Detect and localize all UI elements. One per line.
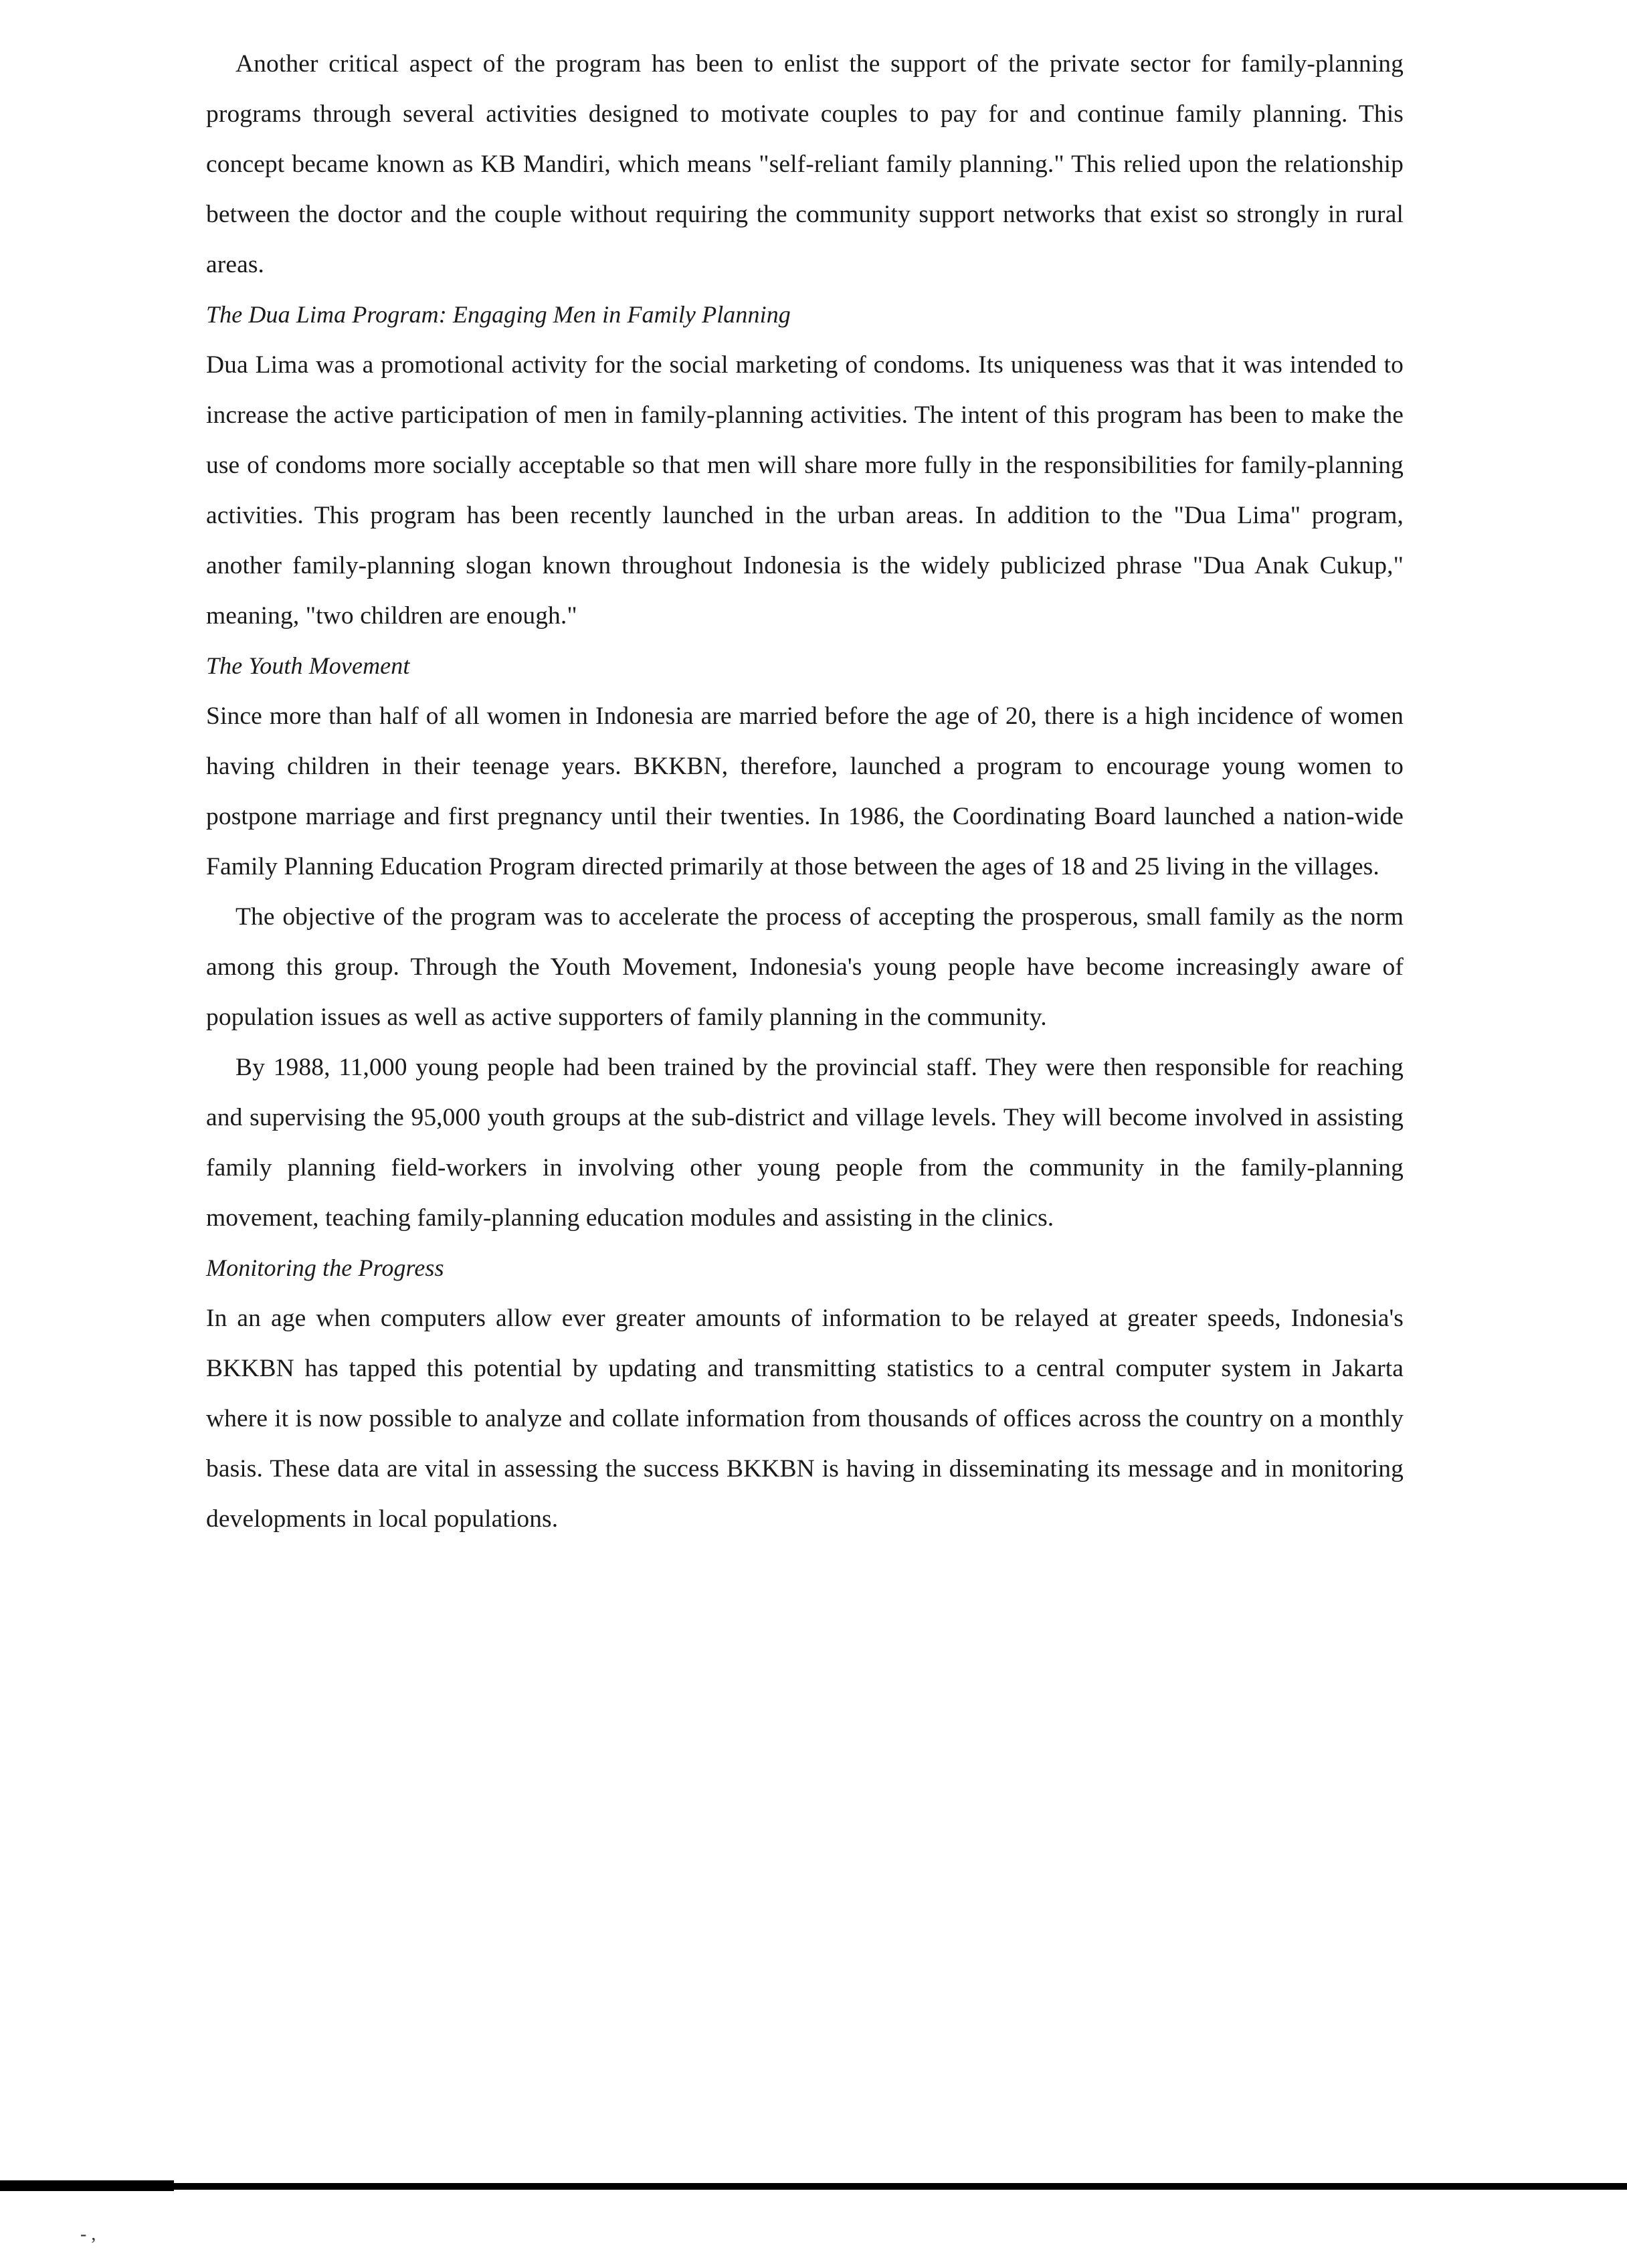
private-sector-paragraph: Another critical aspect of the program has been to enlist the support of the private sector for family-planning programs through several activities designed to motivate couples to pay for and continue family planning. This concept became known as KB Mandiri, which means "self-reliant family planning." This relied upon the relationship between the doctor and the couple without requiring the community support networks that exist so strongly in rural areas. — [206, 50, 1404, 278]
youth-movement-paragraph-1: Since more than half of all women in Indonesia are married before the age of 20, there is a high incidence of women having children in their teenage years. BKKBN, therefore, launched a program to encourage young women to postpone marriage and first pregnancy until their twenties. In 1986, the Coordinating Board launched a nation-wide Family Planning Education Program directed primarily at those between the ages of 18 and 25 living in the villages. — [206, 702, 1404, 880]
dua-lima-heading: The Dua Lima Program: Engaging Men in Family Planning — [206, 301, 791, 328]
footer-mark: - , — [80, 2224, 96, 2245]
monitoring-heading: Monitoring the Progress — [206, 1254, 444, 1281]
body-text — [206, 39, 1404, 1544]
youth-movement-paragraph-2: The objective of the program was to accelerate the process of accepting the prosperous, small family as the norm among this group. Through the Youth Movement, Indonesia's young people have become increasingly aware of population issues as well as active supporters of family planning in the community. — [206, 903, 1404, 1031]
youth-movement-heading: The Youth Movement — [206, 652, 410, 679]
dua-lima-paragraph: Dua Lima was a promotional activity for the social marketing of condoms. Its uniqueness was that it was intended to increase the active participation of men in family-planning activities. The intent of this program has been to make the use of condoms more socially acceptable so that men will share more fully in the responsibilities for family-planning activities. This program has been recently launched in the urban areas. In addition to the "Dua Lima" program, another family-planning slogan known throughout Indonesia is the widely publicized phrase "Dua Anak Cukup," meaning, "two children are enough." — [206, 351, 1404, 630]
monitoring-paragraph: In an age when computers allow ever greater amounts of information to be relayed at greater speeds, Indonesia's BKKBN has tapped this potential by updating and transmitting statistics to a central computer system in Jakarta where it is now possible to analyze and collate information from thousands of offices across the country on a monthly basis. These data are vital in assessing the success BKKBN is having in disseminating its message and in monitoring developments in local populations. — [206, 1305, 1404, 1533]
footer-rule — [0, 2183, 1627, 2190]
youth-movement-paragraph-3: By 1988, 11,000 young people had been trained by the provincial staff. They were then responsible for reaching and supervising the 95,000 youth groups at the sub-district and village levels. They will become involved in assisting family planning field-workers in involving other young people from the community in the family-planning movement, teaching family-planning education modules and assisting in the clinics. — [206, 1054, 1404, 1232]
